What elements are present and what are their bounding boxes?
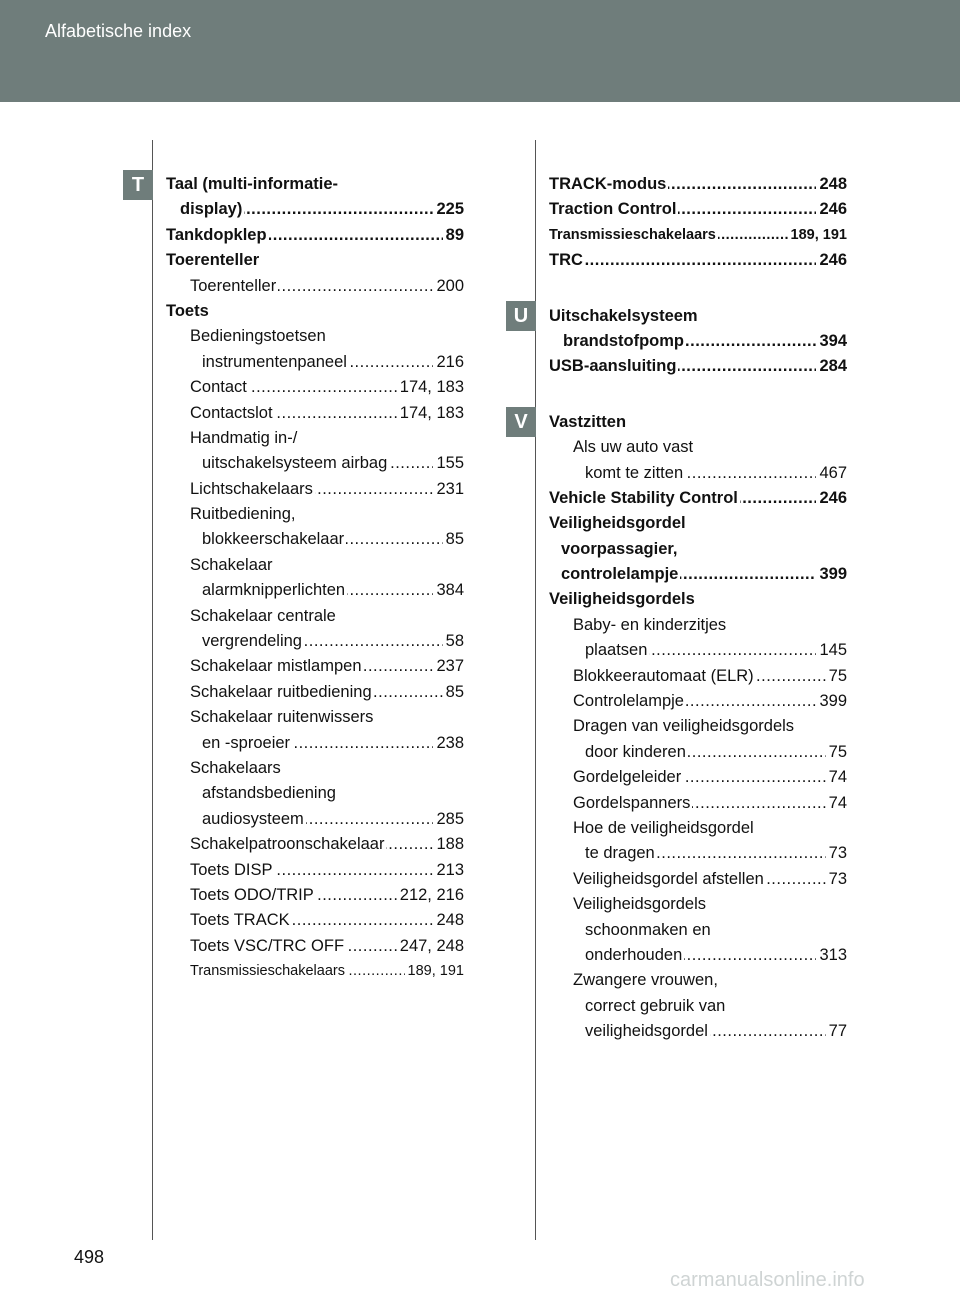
- index-entry-label: Taal (multi-informatie-: [166, 172, 340, 197]
- index-entry-label: TRACK-modus: [549, 172, 668, 197]
- index-entry-label: instrumentenpaneel: [202, 350, 349, 375]
- index-entry: [549, 968, 847, 993]
- index-entry-label: Gordelgeleider: [573, 765, 683, 790]
- index-entry-label: Vastzitten: [549, 410, 628, 435]
- index-entry-page: 58: [443, 629, 464, 654]
- index-entry-label: Blokkeerautomaat (ELR): [573, 664, 756, 689]
- index-entry-label: Schakelaar centrale: [190, 604, 338, 629]
- index-entry-label: onderhouden: [585, 943, 684, 968]
- index-entry-label: komt te zitten: [585, 461, 685, 486]
- index-entry-page: 200: [433, 274, 464, 299]
- index-entry-page: 174, 183: [397, 375, 464, 400]
- index-entry-label: Zwangere vrouwen,: [573, 968, 720, 993]
- index-entry-label: door kinderen: [585, 740, 688, 765]
- watermark: carmanualsonline.info: [670, 1269, 865, 1291]
- index-entry: [549, 664, 847, 689]
- index-entry-page: 75: [826, 740, 847, 765]
- page-number: 498: [74, 1247, 105, 1267]
- index-entry: [166, 451, 464, 476]
- section-gap: [549, 380, 847, 410]
- index-entry: [166, 553, 464, 578]
- index-entry-page: 394: [816, 329, 847, 354]
- index-entry: [166, 223, 464, 248]
- index-entry-page: 246: [816, 486, 847, 511]
- index-entry: [166, 274, 464, 299]
- header-title: Alfabetische index: [45, 21, 192, 41]
- index-entry-page: 225: [433, 197, 464, 222]
- index-entry-label: Veiligheidsgordel: [549, 511, 688, 536]
- index-column-left: [166, 172, 464, 985]
- index-entry-label: Contact: [190, 375, 249, 400]
- index-entry-label: Veiligheidsgordels: [573, 892, 708, 917]
- index-entry: [166, 324, 464, 349]
- index-entry: [549, 689, 847, 714]
- index-entry-label: Contactslot: [190, 401, 275, 426]
- index-entry-page: 399: [816, 562, 847, 587]
- index-entry: [166, 629, 464, 654]
- index-entry: [549, 537, 847, 562]
- index-entry-page: 85: [443, 527, 464, 552]
- index-entry-label: Hoe de veiligheidsgordel: [573, 816, 756, 841]
- index-entry-label: Schakelaar ruitbediening: [190, 680, 374, 705]
- index-entry: [166, 654, 464, 679]
- index-entry: [549, 943, 847, 968]
- index-entry-page: 248: [433, 908, 464, 933]
- section-gap: [549, 274, 847, 304]
- index-entry-page: 155: [433, 451, 464, 476]
- index-entry-page: 399: [816, 689, 847, 714]
- index-entry-page: 238: [433, 731, 464, 756]
- index-entry: [549, 714, 847, 739]
- index-entry-page: 246: [816, 197, 847, 222]
- index-entry: [166, 375, 464, 400]
- index-entry-label: alarmknipperlichten: [202, 578, 347, 603]
- index-entry-page: 75: [826, 664, 847, 689]
- index-entry: [166, 756, 464, 781]
- index-entry: [549, 892, 847, 917]
- index-entry: [166, 197, 464, 222]
- index-entry-page: 384: [433, 578, 464, 603]
- index-entry-label: controlelampje: [561, 562, 680, 587]
- index-entry-label: Toets ODO/TRIP: [190, 883, 316, 908]
- index-entry-label: Toets VSC/TRC OFF: [190, 934, 346, 959]
- index-entry-page: 73: [826, 867, 847, 892]
- index-entry-label: Controlelampje: [573, 689, 686, 714]
- leader-dots: [549, 248, 847, 273]
- index-entry-page: 188: [433, 832, 464, 857]
- index-entry-label: Uitschakelsysteem: [549, 304, 700, 329]
- index-entry: [166, 426, 464, 451]
- index-entry-page: 246: [816, 248, 847, 273]
- index-entry-page: 189, 191: [405, 959, 464, 984]
- index-entry: [166, 502, 464, 527]
- index-entry: [549, 461, 847, 486]
- index-entry-label: Gordelspanners: [573, 791, 692, 816]
- index-entry-page: 174, 183: [397, 401, 464, 426]
- index-entry-page: 74: [826, 791, 847, 816]
- index-entry: [166, 858, 464, 883]
- index-entry-page: 77: [826, 1019, 847, 1044]
- index-entry-page: 247, 248: [397, 934, 464, 959]
- index-entry: [166, 477, 464, 502]
- section-letter-t: T: [123, 170, 153, 200]
- index-entry: [166, 350, 464, 375]
- index-entry: [166, 705, 464, 730]
- index-entry-label: voorpassagier,: [561, 537, 679, 562]
- index-entry: [549, 172, 847, 197]
- index-entry-label: Traction Control: [549, 197, 678, 222]
- section-letter-u: U: [506, 301, 536, 331]
- index-entry: [549, 197, 847, 222]
- index-entry-label: display): [180, 197, 244, 222]
- index-entry-label: Schakelaar ruitenwissers: [190, 705, 375, 730]
- index-entry: [549, 867, 847, 892]
- index-entry: [549, 994, 847, 1019]
- index-entry: [549, 223, 847, 248]
- index-entry-page: 313: [816, 943, 847, 968]
- index-entry: [549, 587, 847, 612]
- index-entry-page: 231: [433, 477, 464, 502]
- index-entry-page: 74: [826, 765, 847, 790]
- index-entry: [166, 959, 464, 984]
- index-entry-label: Vehicle Stability Control: [549, 486, 740, 511]
- index-entry-label: TRC: [549, 248, 585, 273]
- index-entry-label: Dragen van veiligheidsgordels: [573, 714, 796, 739]
- index-entry-page: 85: [443, 680, 464, 705]
- index-entry: [549, 354, 847, 379]
- index-entry-page: 73: [826, 841, 847, 866]
- index-entry: [166, 604, 464, 629]
- index-entry-page: 237: [433, 654, 464, 679]
- index-entry-label: Schakelpatroonschakelaar: [190, 832, 386, 857]
- index-entry: [166, 527, 464, 552]
- index-entry-label: en -sproeier: [202, 731, 292, 756]
- index-entry-page: 89: [443, 223, 464, 248]
- index-entry: [549, 841, 847, 866]
- index-entry-label: Transmissieschakelaars: [549, 223, 718, 248]
- index-entry-label: afstandsbediening: [202, 781, 338, 806]
- index-entry: [166, 883, 464, 908]
- index-column-right: [549, 172, 847, 1045]
- index-entry: [549, 638, 847, 663]
- index-entry-label: Veiligheidsgordels: [549, 587, 697, 612]
- index-entry-label: brandstofpomp: [563, 329, 686, 354]
- index-entry-label: correct gebruik van: [585, 994, 727, 1019]
- index-entry: [549, 511, 847, 536]
- index-entry: [166, 832, 464, 857]
- index-entry: [166, 908, 464, 933]
- index-entry-page: 216: [433, 350, 464, 375]
- section-letter-v: V: [506, 407, 536, 437]
- index-entry: [549, 329, 847, 354]
- index-entry: [549, 248, 847, 273]
- left-column-rule: [152, 140, 153, 1240]
- index-entry: [166, 578, 464, 603]
- index-entry-label: Ruitbediening,: [190, 502, 298, 527]
- index-entry-label: Veiligheidsgordel afstellen: [573, 867, 766, 892]
- index-entry-label: Transmissieschakelaars: [190, 959, 347, 984]
- index-entry: [549, 1019, 847, 1044]
- index-entry-label: Baby- en kinderzitjes: [573, 613, 728, 638]
- index-entry-label: veiligheidsgordel: [585, 1019, 710, 1044]
- index-entry: [549, 613, 847, 638]
- index-entry-label: Toerenteller: [190, 274, 278, 299]
- index-entry: [549, 816, 847, 841]
- index-entry-page: 189, 191: [788, 223, 847, 248]
- index-entry-label: te dragen: [585, 841, 657, 866]
- index-entry-label: Schakelaar mistlampen: [190, 654, 364, 679]
- index-entry: [549, 435, 847, 460]
- index-entry-label: blokkeerschakelaar: [202, 527, 346, 552]
- index-entry-label: Tankdopklep: [166, 223, 269, 248]
- index-entry: [166, 248, 464, 273]
- index-entry-label: audiosysteem: [202, 807, 306, 832]
- index-entry-label: Schakelaar: [190, 553, 275, 578]
- index-entry: [549, 304, 847, 329]
- index-entry-page: 284: [816, 354, 847, 379]
- index-entry: [166, 731, 464, 756]
- index-entry: [549, 486, 847, 511]
- index-entry-page: 145: [816, 638, 847, 663]
- index-entry: [166, 401, 464, 426]
- index-entry: [166, 299, 464, 324]
- page-header: [0, 0, 960, 102]
- index-entry-page: 213: [433, 858, 464, 883]
- index-entry-label: USB-aansluiting: [549, 354, 678, 379]
- index-entry: [166, 781, 464, 806]
- index-entry-page: 248: [816, 172, 847, 197]
- index-entry-label: schoonmaken en: [585, 918, 713, 943]
- index-entry-page: 285: [433, 807, 464, 832]
- index-entry: [549, 791, 847, 816]
- index-entry-label: uitschakelsysteem airbag: [202, 451, 389, 476]
- index-entry: [549, 562, 847, 587]
- index-entry: [166, 934, 464, 959]
- index-entry-label: plaatsen: [585, 638, 649, 663]
- index-entry: [166, 680, 464, 705]
- index-entry: [166, 172, 464, 197]
- index-entry: [549, 740, 847, 765]
- index-entry-label: Toets: [166, 299, 211, 324]
- index-entry: [549, 410, 847, 435]
- index-entry-label: Als uw auto vast: [573, 435, 695, 460]
- index-entry-page: 212, 216: [397, 883, 464, 908]
- index-entry-label: vergrendeling: [202, 629, 304, 654]
- index-entry-label: Bedieningstoetsen: [190, 324, 328, 349]
- index-entry-label: Toets TRACK: [190, 908, 292, 933]
- index-entry: [549, 765, 847, 790]
- index-entry: [166, 807, 464, 832]
- index-entry-label: Toets DISP: [190, 858, 275, 883]
- index-entry-label: Toerenteller: [166, 248, 261, 273]
- index-entry: [549, 918, 847, 943]
- index-entry-label: Schakelaars: [190, 756, 283, 781]
- index-entry-label: Lichtschakelaars: [190, 477, 315, 502]
- index-entry-label: Handmatig in-/: [190, 426, 299, 451]
- index-entry-page: 467: [816, 461, 847, 486]
